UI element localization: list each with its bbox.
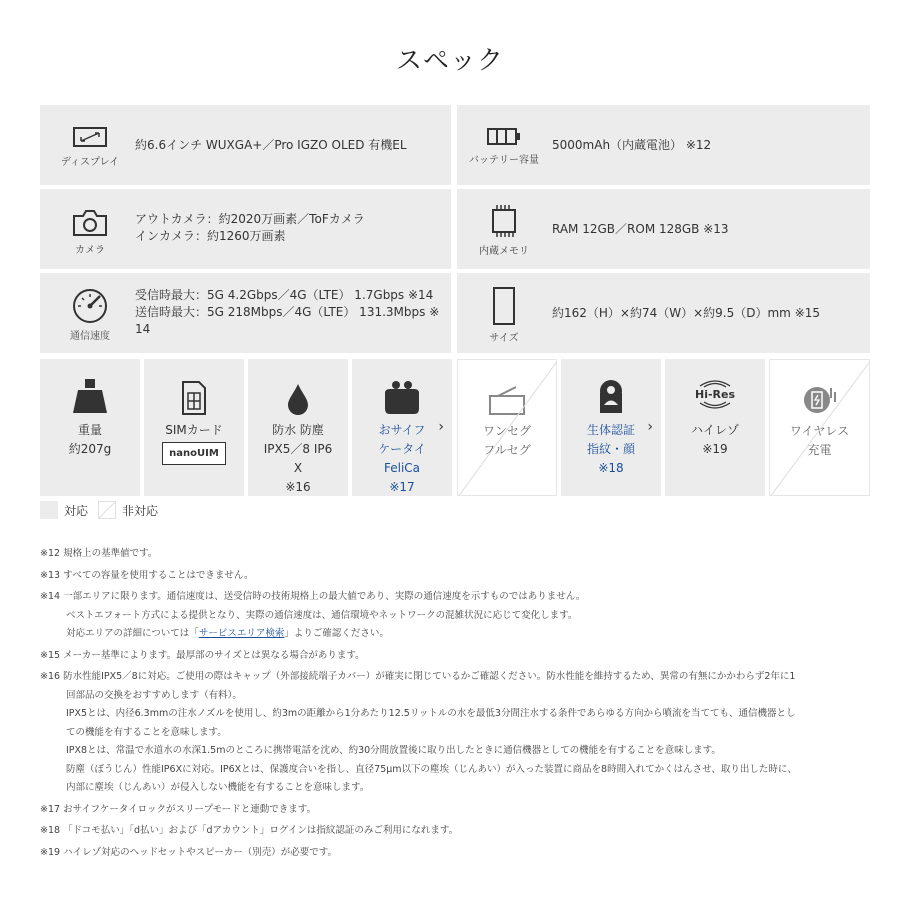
memory-icon xyxy=(489,204,519,238)
camera-icon xyxy=(72,209,108,237)
hi-res-logo: Hi-Res xyxy=(694,387,736,401)
spec-battery xyxy=(457,105,870,185)
camera-caption: カメラ xyxy=(75,245,105,256)
note-14-c-post: 」よりご確認ください。 xyxy=(284,628,389,639)
feature-wireless-charging xyxy=(769,359,870,496)
spec-camera xyxy=(40,189,451,269)
feature-osaifu[interactable] xyxy=(352,359,452,496)
battery-icon xyxy=(487,127,521,147)
display-icon xyxy=(73,127,107,149)
note-16-ipx5-cont: ての機能を有することを意味します。 xyxy=(66,726,227,738)
sim-card-icon xyxy=(182,381,206,415)
osaifu-note: ※17 xyxy=(389,480,415,494)
display-caption: ディスプレイ xyxy=(60,157,120,168)
water-note: ※16 xyxy=(285,480,311,494)
speed-download: 受信時最大：5G 4.2Gbps／4G（LTE） 1.7Gbps ※14 xyxy=(135,288,434,302)
note-18: ※18 「ドコモ払い」「d払い」および「dアカウント」ログインは指紋認証のみご利用になれます。 xyxy=(40,825,459,836)
phone-size-icon xyxy=(493,287,515,325)
battery-value: 5000mAh（内蔵電池） ※12 xyxy=(552,138,712,152)
note-16-ip6x: 防塵（ぼうじん）性能IP6Xに対応。IP6Xとは、保護度合いを指し、直径75μm以下の塵埃（じんあい）が入った装置に商品を8時間入れてかくはんさせ、取り出した時に、 xyxy=(66,763,797,775)
speed-caption: 通信速度 xyxy=(70,331,110,342)
memory-value: RAM 12GB／ROM 128GB ※13 xyxy=(552,222,729,236)
water-rating: IPX5／8 IP6 xyxy=(263,442,333,456)
osaifu-label-2: ケータイ xyxy=(378,442,426,456)
chevron-right-icon: › xyxy=(438,419,444,435)
note-16: ※16 防水性能IPX5／8に対応。ご使用の際はキャップ（外部接続端子カバー）が確実に閉じているかご確認ください。防水性能を維持するため、異常の有無にかかわらず2年に1 xyxy=(40,671,796,682)
unsupported-slash xyxy=(458,360,557,496)
camera-in: インカメラ：約1260万画素 xyxy=(135,229,286,243)
fullseg-label: フルセグ xyxy=(483,443,531,457)
feature-sim xyxy=(144,359,244,496)
chevron-right-icon: › xyxy=(647,419,653,435)
speed-upload-cont: 14 xyxy=(135,322,151,336)
note-16-ipx8: IPX8とは、常温で水道水の水深1.5mのところに携帯電話を沈め、約30分間放置後に取り出したときに通信機器としての機能を有することを意味します。 xyxy=(66,745,721,756)
water-drop-icon xyxy=(286,383,310,415)
supported-swatch xyxy=(40,501,58,519)
unsupported-swatch xyxy=(98,501,116,519)
bio-label: 生体認証 xyxy=(586,423,635,437)
wireless-label: ワイヤレス xyxy=(789,424,850,438)
spec-size xyxy=(457,273,870,353)
note-15: ※15 メーカー基準によります。最厚部のサイズとは異なる場合があります。 xyxy=(40,649,365,661)
note-14-b: ベストエフォート方式による提供となり、実際の通信速度は、通信環境やネットワークの混雑状況に応じて変化します。 xyxy=(66,609,578,621)
speedometer-icon xyxy=(70,287,110,323)
note-17: ※17 おサイフケータイロックがスリープモードと連動できます。 xyxy=(40,803,316,815)
unsupported-slash xyxy=(770,360,870,496)
note-14-c-pre: 対応エリアの詳細については「 xyxy=(66,628,199,639)
feature-oneseg xyxy=(457,359,557,496)
weight-label: 重量 xyxy=(77,423,102,437)
unsupported-legend-label: 非対応 xyxy=(122,503,159,518)
wireless-label-2: 充電 xyxy=(807,443,832,457)
keyhole-person-icon xyxy=(596,379,626,415)
note-12: ※12 規格上の基準値です。 xyxy=(40,548,158,559)
weight-value: 約207g xyxy=(68,442,112,456)
note-16-ipx5: IPX5とは、内径6.3mmの注水ノズルを使用し、約3mの距離から1分あたり12.5リットルの水を最低3分間注水する条件であらゆる方向から噴流を当てても、通信機器とし xyxy=(66,708,796,719)
osaifu-label: おサイフ xyxy=(378,423,426,437)
page-title: スペック xyxy=(395,46,504,76)
display-value: 約6.6インチ WUXGA+／Pro IGZO OLED 有機EL xyxy=(135,138,407,152)
service-area-search-link[interactable]: サービスエリア検索 xyxy=(198,628,285,639)
supported-legend-label: 対応 xyxy=(64,503,89,518)
note-16-cont: 回部品の交換をおすすめします（有料）。 xyxy=(66,689,242,701)
battery-caption: バッテリー容量 xyxy=(469,155,539,166)
size-caption: サイズ xyxy=(489,333,519,344)
note-13: ※13 すべての容量を使用することはできません。 xyxy=(40,569,254,581)
spec-speed xyxy=(40,273,451,353)
spec-display xyxy=(40,105,451,185)
water-label: 防水 防塵 xyxy=(272,423,324,437)
hires-label: ハイレゾ xyxy=(690,423,739,437)
footnotes xyxy=(40,545,870,865)
water-rating-cont: X xyxy=(293,461,303,475)
bio-methods: 指紋・顔 xyxy=(586,442,635,456)
note-19: ※19 ハイレゾ対応のヘッドセットやスピーカー（別売）が必要です。 xyxy=(40,846,337,858)
size-value: 約162（H）×約74（W）×約9.5（D）mm ※15 xyxy=(552,306,821,320)
wallet-icon xyxy=(382,379,422,415)
support-legend xyxy=(40,501,158,519)
note-16-ip6x-cont: 内部に塵埃（じんあい）が侵入しない機能を有することを意味します。 xyxy=(66,782,370,793)
memory-caption: 内蔵メモリ xyxy=(479,246,529,257)
feature-biometric[interactable] xyxy=(561,359,661,496)
feature-hires xyxy=(665,359,765,496)
hi-res-waves-icon-bottom xyxy=(698,401,732,411)
osaifu-felica: FeliCa xyxy=(383,461,421,475)
hi-res-waves-icon xyxy=(698,378,732,388)
note-14: ※14 一部エリアに限ります。通信速度は、送受信時の技術規格上の最大値であり、実際の通信速度を示すものではありません。 xyxy=(40,591,586,602)
sim-type-badge: nanoUIM xyxy=(162,442,226,465)
bio-note: ※18 xyxy=(598,461,624,475)
feature-weight xyxy=(40,359,140,496)
weight-icon xyxy=(72,377,108,415)
spec-memory xyxy=(457,189,870,269)
speed-upload: 送信時最大：5G 218Mbps／4G（LTE） 131.3Mbps ※ xyxy=(135,305,440,319)
feature-waterproof xyxy=(248,359,348,496)
hires-note: ※19 xyxy=(702,442,728,456)
sim-label: SIMカード xyxy=(165,423,223,437)
camera-out: アウトカメラ：約2020万画素／ToFカメラ xyxy=(135,212,365,226)
oneseg-label: ワンセグ xyxy=(482,424,531,438)
